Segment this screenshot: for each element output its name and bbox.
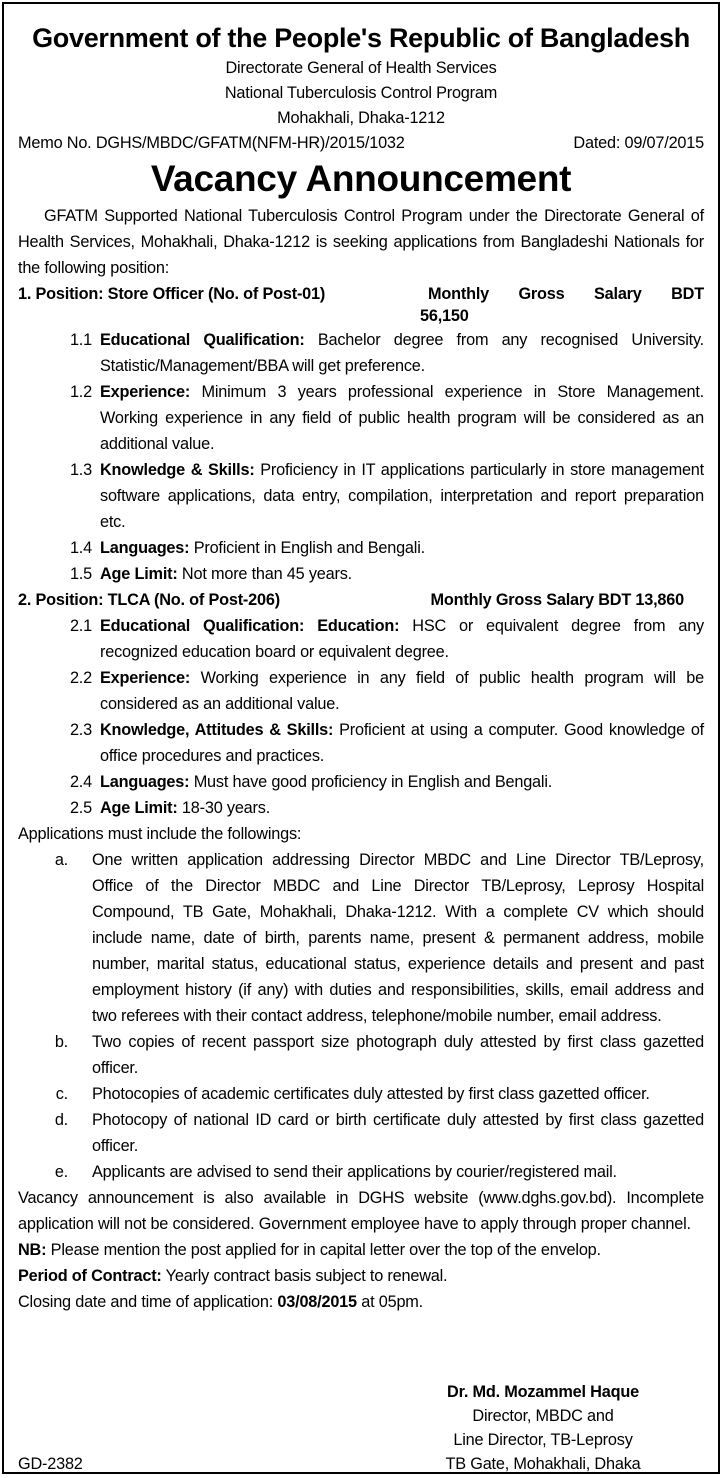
position-2-item-number: 2.3 xyxy=(69,721,92,739)
position-2-item-label: Languages: xyxy=(100,773,190,791)
application-item-letter: b. xyxy=(54,1033,68,1051)
memo-row xyxy=(18,131,704,155)
position-1-item-body: Proficient in English and Bengali. xyxy=(189,539,425,557)
position-2-item xyxy=(18,665,704,717)
position-1-item-number: 1.1 xyxy=(69,331,92,349)
application-item-text: Photocopies of academic certificates duly attested by first class gazetted officer. xyxy=(92,1085,650,1103)
position-1-item-text xyxy=(92,379,704,457)
applications-list xyxy=(18,847,704,1185)
closing-suffix: at 05pm. xyxy=(356,1293,423,1311)
position-2-item-body: 18-30 years. xyxy=(177,799,271,817)
application-item-letter: a. xyxy=(54,851,68,869)
position-2-item-text xyxy=(92,717,704,769)
position-2-item-text xyxy=(92,769,704,795)
position-2-salary: Monthly Gross Salary BDT 13,860 xyxy=(430,591,684,609)
position-2-item-text xyxy=(92,795,704,821)
position-1-item-number: 1.4 xyxy=(69,539,92,557)
position-1-item-body: Bachelor degree from any recognised University. Statistic/Management/BBA will get preference. xyxy=(100,331,704,375)
position-1-item xyxy=(18,561,704,587)
position-2-heading-row xyxy=(18,587,704,613)
intro-paragraph: GFATM Supported National Tuberculosis Control Program under the Directorate General of Health Services, Mohakhali, Dhaka-1212 is seeking applications from Bangladeshi Nationals for the following position: xyxy=(18,207,704,277)
position-1-heading-row xyxy=(18,281,704,307)
contract-text: Yearly contract basis subject to renewal. xyxy=(161,1267,448,1285)
reference-code: GD-2382 xyxy=(18,1455,83,1473)
position-1-item-label: Knowledge & Skills: xyxy=(100,461,255,479)
position-1-item-text xyxy=(92,535,704,561)
position-2-item-body: Working experience in any field of public health program will be considered as an additional value. xyxy=(100,669,704,713)
nb-line xyxy=(18,1237,704,1263)
position-1-salary-label: Monthly Gross Salary BDT xyxy=(428,285,704,303)
application-item-letter: e. xyxy=(54,1163,68,1181)
notice-paragraph: Vacancy announcement is also available in DGHS website (www.dghs.gov.bd). Incomplete application will not be considered. Government employee have to apply through proper channel. xyxy=(18,1189,704,1233)
position-1-salary-value: 56,150 xyxy=(420,307,469,325)
signatory-address: TB Gate, Mohakhali, Dhaka xyxy=(445,1455,641,1473)
position-1-item-number: 1.3 xyxy=(69,461,92,479)
application-item-text: Applicants are advised to send their applications by courier/registered mail. xyxy=(92,1163,617,1181)
signatory-title-1: Director, MBDC and xyxy=(472,1407,614,1425)
program-line: National Tuberculosis Control Program xyxy=(224,84,498,102)
directorate-line: Directorate General of Health Services xyxy=(225,59,497,77)
position-2-item xyxy=(18,795,704,821)
position-1-item-number: 1.2 xyxy=(69,383,92,401)
position-2-item-number: 2.4 xyxy=(69,773,92,791)
position-2-item-number: 2.5 xyxy=(69,799,92,817)
application-item-letter: c. xyxy=(55,1085,68,1103)
position-2-item-body: Must have good proficiency in English and Bengali. xyxy=(189,773,553,791)
contract-line xyxy=(18,1263,704,1289)
address-line: Mohakhali, Dhaka-1212 xyxy=(277,109,445,127)
application-item-text: Photocopy of national ID card or birth certificate duly attested by first class gazetted officer. xyxy=(92,1111,704,1155)
position-1-item-text xyxy=(92,561,704,587)
application-item xyxy=(18,1159,704,1185)
position-2-item-body: Proficient at using a computer. Good knowledge of office procedures and practices. xyxy=(100,721,705,765)
position-1-item xyxy=(18,327,704,379)
announcement-page xyxy=(2,2,720,1474)
position-1-item-number: 1.5 xyxy=(69,565,92,583)
application-item xyxy=(18,847,704,1029)
application-item-text: One written application addressing Director MBDC and Line Director TB/Leprosy, Office of the Director MBDC and Line Director TB/Leprosy, Leprosy Hospital Compound, TB Gate, Mohakhali, Dhaka-1212. With a complete CV which should include name, date of birth, parents name, present & permanent address, mobile number, marital status, educational status, experience details and present and past employment history (if any) with duties and responsibilities, skills, email address and two referees with their contact address, telephone/mobile number, email address. xyxy=(92,851,704,1025)
position-1-item xyxy=(18,379,704,457)
application-item-letter: d. xyxy=(54,1111,68,1129)
position-1-item-body: Minimum 3 years professional experience in Store Management. Working experience in any field of public health program will be considered as an additional value. xyxy=(100,383,704,453)
position-2-item-text xyxy=(92,665,704,717)
position-2-item-label: Experience: xyxy=(100,669,191,687)
applications-intro: Applications must include the followings: xyxy=(18,825,302,843)
position-1-item-text xyxy=(92,327,704,379)
position-1-item-label: Educational Qualification: xyxy=(100,331,305,349)
position-1-item-body: Not more than 45 years. xyxy=(177,565,352,583)
position-1-item-label: Experience: xyxy=(100,383,191,401)
position-2-item-label: Educational Qualification: Education: xyxy=(100,617,400,635)
position-1-item xyxy=(18,535,704,561)
position-2-item-number: 2.2 xyxy=(69,669,92,687)
memo-number: Memo No. DGHS/MBDC/GFATM(NFM-HR)/2015/1032 xyxy=(18,134,405,152)
position-1-heading: 1. Position: Store Officer (No. of Post-01) xyxy=(18,285,326,303)
position-2-item-number: 2.1 xyxy=(69,617,92,635)
position-2-item xyxy=(18,769,704,795)
application-item xyxy=(18,1029,704,1081)
page-title: Vacancy Announcement xyxy=(150,158,572,199)
signature-block xyxy=(428,1380,658,1476)
signatory-name: Dr. Md. Mozammel Haque xyxy=(447,1383,639,1401)
position-2-item-body: HSC or equivalent degree from any recognized education board or equivalent degree. xyxy=(100,617,704,661)
position-1-item-text xyxy=(92,457,704,535)
nb-label: NB: xyxy=(18,1241,47,1259)
closing-date: 03/08/2015 xyxy=(277,1293,357,1311)
position-1-items xyxy=(18,327,704,587)
position-1-item-label: Age Limit: xyxy=(100,565,178,583)
position-1-item xyxy=(18,457,704,535)
position-2-item xyxy=(18,613,704,665)
position-2-heading: 2. Position: TLCA (No. of Post-206) xyxy=(18,591,280,609)
signatory-title-2: Line Director, TB-Leprosy xyxy=(453,1431,633,1449)
position-2-item-label: Age Limit: xyxy=(100,799,178,817)
closing-line xyxy=(18,1289,704,1315)
position-2-item-text xyxy=(92,613,704,665)
government-title: Government of the People's Republic of Bangladesh xyxy=(32,23,690,53)
position-2-item xyxy=(18,717,704,769)
application-item-text: Two copies of recent passport size photograph duly attested by first class gazetted officer. xyxy=(92,1033,704,1077)
application-item xyxy=(18,1107,704,1159)
position-2-item-label: Knowledge, Attitudes & Skills: xyxy=(100,721,334,739)
closing-prefix: Closing date and time of application: xyxy=(18,1293,278,1311)
application-item xyxy=(18,1081,704,1107)
nb-text: Please mention the post applied for in capital letter over the top of the envelop. xyxy=(46,1241,601,1259)
position-2-items xyxy=(18,613,704,821)
position-1-item-label: Languages: xyxy=(100,539,190,557)
memo-date: Dated: 09/07/2015 xyxy=(573,134,704,152)
position-1-item-body: Proficiency in IT applications particularly in store management software applications, data entry, compilation, interpretation and report preparation etc. xyxy=(100,461,704,531)
contract-label: Period of Contract: xyxy=(18,1267,162,1285)
